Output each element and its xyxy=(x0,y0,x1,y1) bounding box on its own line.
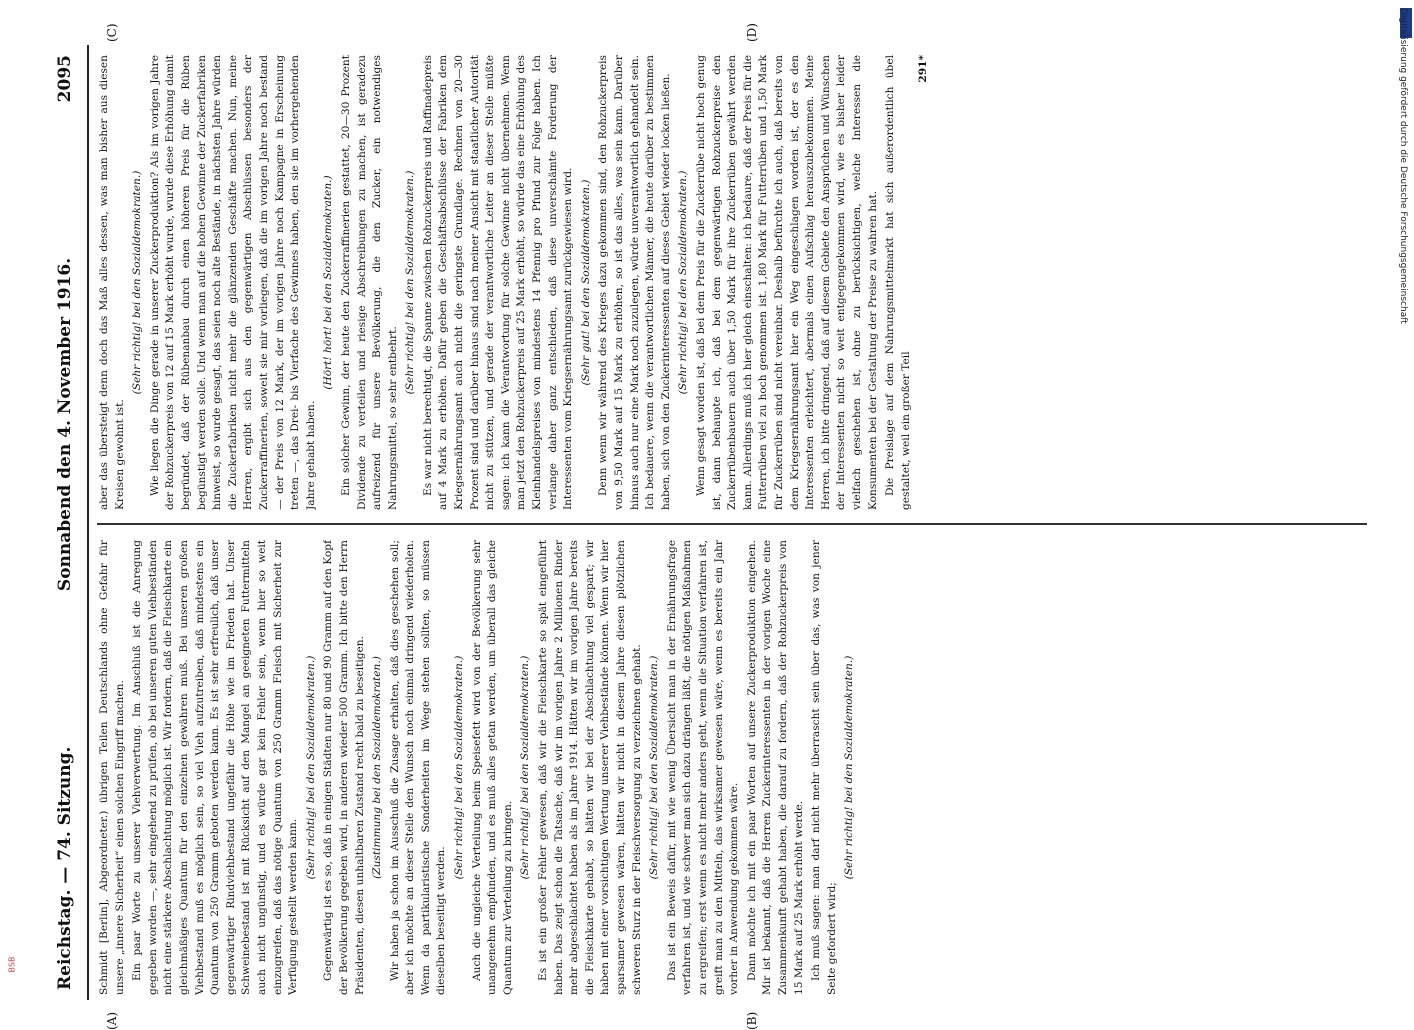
funding-note-text: Digitalisierung gefördert durch die Deutsche Forschungsgemeinschaft xyxy=(1398,8,1408,324)
paragraph: Wenn gesagt worden ist, daß bei dem Preis für die Zuckerrübe nicht hoch genug ist, dann behaupte ich, daß bei dem gegenwärtigen Rohzuckerpreise den Zuckerrübenbauern auch über 1,50 Mark für ihre Zuckerrüben gewährt werden kann. Allerdings muß ich hier gleich einschalten: ich bedaure, daß der Preis für die Futterrüben viel zu hoch genommen ist. 1,80 Mark für Futterrüben und 1,50 Mark für Zuckerrüben sind nicht vereinbar. Deshalb befürchte ich auch, daß bereits von dem Kriegsernährungsamt hier ein Weg eingeschlagen worden ist, der es den Interessenten erleichtert, abermals einen Aufschlag herauszubekommen. Meine Herren, ich bitte dringend, daß auf diesem Gebiete den Ansprüchen und Wünschen der Interessenten nicht so weit entgegengekommen wird, wie es bisher leider vielfach geschehen ist, ohne zu berücksichtigen, welche Interessen die Konsumenten bei der Gestaltung der Preise zu wahren hat. xyxy=(694,55,879,510)
interjection: (Sehr richtig! bei den Sozialdemokraten.) xyxy=(519,655,532,880)
page-sheet xyxy=(45,23,1375,1030)
funding-note xyxy=(1396,8,1410,992)
paragraph: Ein paar Worte zu unserer Viehverwertung. Im Anschluß ist die Anregung gegeben worden —, sehr eingehend zu prüfen, ob bei unseren guten Viehbeständen nicht eine stärkere Abschlachtung möglich ist. Wir fordern, daß die Fleischkarte ein gleichmäßiges Quantum für den einzelnen gewähren muß. Bei unseren großen Viehbestand muß es möglich sein, so viel Vieh aufzutreiben, daß mindestens ein Quantum von 250 Gramm geboten werden kann. Es ist sehr erfreulich, daß unser gegenwärtiger Rindviehbestand ungefähr die Höhe wie im Frieden hat. Unser Schweinebestand ist mit Rücksicht auf den Mangel an geeigneten Futtermitteln auch nicht ungünstig, und es würde gar kein Fehler sein, wenn hier so weit einzugreifen, daß das nötige Quantum von 250 Gramm Fleisch mit Sicherheit zur Verfügung gestellt werden kann. xyxy=(131,540,300,995)
right-column xyxy=(97,55,1367,510)
paragraph: Ich muß sagen: man darf nicht mehr überrascht sein über das, was von jener Seite gefordert wird; xyxy=(810,540,838,995)
interjection: (Sehr richtig! bei den Sozialdemokraten.) xyxy=(843,655,856,880)
paragraph: Ein solcher Gewinn, der heute den Zuckerraffinerien gestattet, 20—30 Prozent Dividende zu verteilen und riesige Abschreibungen zu machen, ist geradezu aufreizend für unsere Bevölkerung, die den Zucker, ein notwendiges Nahrungsmittel, so sehr entbehrt. xyxy=(339,55,399,510)
paragraph: Wir haben ja schon im Ausschuß die Zusage erhalten, daß dies geschehen soll; aber ich möchte an dieser Stelle den Wunsch noch einmal dringend wiederholen. Wenn da partikularistische Sonderheiten im Wege stehen sollten, so müssen dieselben beseitigt werden. xyxy=(388,540,448,995)
interjection: (Sehr richtig! bei den Sozialdemokraten.) xyxy=(404,170,417,395)
interjection: (Sehr richtig! bei den Sozialdemokraten.) xyxy=(648,655,661,880)
interjection: (Sehr richtig! bei den Sozialdemokraten.) xyxy=(677,170,690,395)
paragraph: aber das übersteigt denn doch das Maß alles dessen, was man bisher aus diesen Kreisen gewohnt ist. xyxy=(98,55,126,510)
header-date: Sonnabend den 4. November 1916. xyxy=(55,257,75,592)
paragraph: Die Preislage auf dem Nahrungsmittelmarkt hat sich außerordentlich übel gestaltet, weil ein großer Teil xyxy=(884,55,912,510)
page-signature: 291* xyxy=(917,55,930,83)
paragraph: Es ist ein großer Fehler gewesen, daß wir die Fleischkarte so spät eingeführt haben. Das zeigt schon die Tatsache, daß wir im vorigen Jahre 2 Millionen Rinder mehr abgeschlachtet haben als im Jahre 1914. Hätten wir im vorigen Jahre bereits die Fleischkarte gehabt, so hätten wir bei der Abschlachtung viel gespart; wir haben mit einer vorsichtigen Wertung unserer Viehbestände können. Wenn wir hier sparsamer gewesen wären, hätten wir nicht in diesem Jahre diesen plötzlichen schweren Sturz in der Fleischversorgung zu verzeichnen gehabt. xyxy=(537,540,643,995)
header-left: Reichstag. — 74. Sitzung. xyxy=(55,746,75,990)
interjection: (Sehr richtig! bei den Sozialdemokraten.) xyxy=(453,655,466,880)
paragraph: Das ist ein Beweis dafür, mit wie wenig Übersicht man in der Ernährungsfrage verfahren ist, und wie schwer man sich dazu drängen läßt, die nötigen Maßnahmen zu ergreifen; erst wenn es nicht mehr anders geht, wenn die Situation verfahren ist, greift man zu den Mitteln, das wirksamer gewesen wäre, wenn es bereits ein Jahr vorher in Anwendung gekommen wäre. xyxy=(665,540,741,995)
paragraph: Gegenwärtig ist es so, daß in einigen Städten nur 80 und 90 Gramm auf den Kopf der Bevölkerung gegeben wird, in anderen wieder 500 Gramm. Ich bitte den Herrn Präsidenten, diesen unhaltbaren Zustand recht bald zu beseitigen. xyxy=(322,540,366,995)
paragraph: Dann möchte ich mit ein paar Worten auf unsere Zuckerproduktion eingehen. Mir ist bekannt, daß die Herren Zuckerinteressenten in der vorigen Woche eine Zusammenkunft gehabt haben, die darauf zu fordern, daß der Rohzuckerpreis von 15 Mark auf 25 Mark erhöht werde. xyxy=(745,540,805,995)
marker-b: (B) xyxy=(745,1011,759,1030)
interjection: (Sehr gut! bei den Sozialdemokraten.) xyxy=(579,179,592,386)
page-header xyxy=(45,45,85,1000)
interjection: (Hört! hört! bei den Sozialdemokraten.) xyxy=(322,175,335,390)
paragraph: Wie liegen die Dinge gerade in unserer Zuckerproduktion? Als im vorigen Jahre der Rohzuckerpreis von 12 auf 15 Mark erhöht wurde, wurde diese Erhöhung damit begründet, daß der Rübenanbau durch einen höheren Preis für die Rüben begünstigt werden solle. Und wenn man auf die hohen Gewinne der Zuckerfabriken hinweist, so wurde gesagt, das seien noch alte Bestände, in nächsten Jahre würden die Zuckerfabriken nicht mehr die glänzenden Geschäfte machen. Nun, meine Herren, ergibt sich aus den gegenwärtigen Abschlüssen besonders der Zuckerraffinerien, soweit sie mir vorliegen, daß die im vorigen Jahre noch bestand — der Preis von 12 Mark, der im vorigen Jahre noch Kampagne in Erscheinung treten —, das Drei- bis Vierfache des Gewinnes haben, den sie im vorhergehenden Jahre gehabt haben. xyxy=(148,55,317,510)
interjection: (Sehr richtig! bei den Sozialdemokraten.) xyxy=(131,170,144,395)
marker-c: (C) xyxy=(105,23,119,42)
left-column xyxy=(97,540,1367,995)
column-divider xyxy=(97,524,1367,526)
paragraph: Denn wenn wir während des Krieges dazu gekommen sind, den Rohzuckerpreis von 9,50 Mark auf 15 Mark zu erhöhen, so ist das alles, was sein kann. Darüber hinaus auch nur eine Mark noch zuzulegen, würde unverantwortlich gehandelt sein. Ich bedauere, wenn die verantwortlichen Männer, die heute darüber zu bestimmen haben, sich von den Zuckerinteressenten auf dieses Gebiet wieder locken ließen. xyxy=(597,55,672,510)
page-number: 2095 xyxy=(55,55,75,103)
marker-a: (A) xyxy=(105,1011,119,1030)
interjection: (Zustimmung bei den Sozialdemokraten.) xyxy=(371,656,384,879)
paragraph: Es war nicht berechtigt, die Spanne zwischen Rohzuckerpreis und Raffinadepreis auf 4 Mark zu erhöhen. Dafür geben die Geschäftsabschlüsse der Fabriken dem Kriegsernährungsamt auch nicht die geringste Grundlage. Rechnen von 20—30 Prozent sind und darüber hinaus sind nach meiner Ansicht mit staatlicher Autorität nicht zu stützen, und gerade der verantwortliche Leiter an dieser Stelle müßte sagen: ich kann die Verantwortung für solche Gewinne nicht übernehmen. Wenn man jetzt den Rohzuckerpreis auf 25 Mark erhöht, so würde das eine Erhöhung des Kleinhandelspreises von mindestens 14 Pfennig pro Pfund zur Folge haben. Ich verlange daher ganz entschieden, daß diese unverschämte Forderung der Interessenten vom Kriegsernährungsamt zurückgewiesen wird. xyxy=(421,55,575,510)
paragraph: Auch die ungleiche Verteilung beim Speisefett wird von der Bevölkerung sehr unangenehm empfunden, und es muß alles getan werden, um überall das gleiche Quantum zur Verteilung zu bringen. xyxy=(470,540,514,995)
paragraph: Schmidt [Berlin], Abgeordneter.) übrigen Teilen Deutschlands ohne Gefahr für unsere „innere Sicherheit“ einen solchen Eingriff machen. xyxy=(98,540,126,995)
header-rule xyxy=(87,45,89,1000)
library-mark: BSB xyxy=(7,956,17,973)
interjection: (Sehr richtig! bei den Sozialdemokraten.) xyxy=(304,655,317,880)
marker-d: (D) xyxy=(745,23,759,42)
